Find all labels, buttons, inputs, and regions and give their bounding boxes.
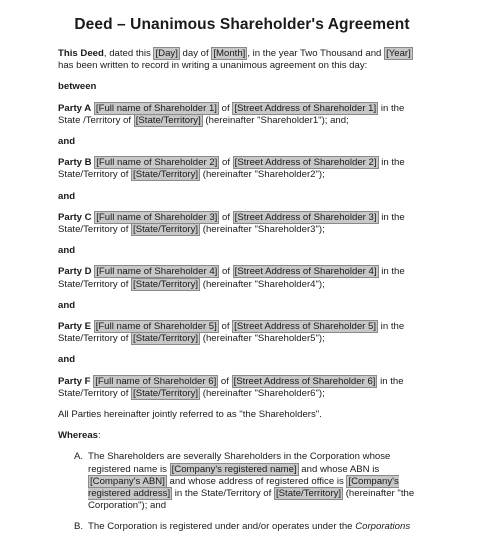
party-label: Party A bbox=[58, 102, 92, 114]
shareholder-name-field[interactable]: [Full name of Shareholder 2] bbox=[96, 157, 218, 169]
state-field[interactable]: [State/Territory] bbox=[133, 387, 199, 399]
recital-a bbox=[58, 451, 426, 512]
whereas-heading bbox=[58, 430, 426, 442]
recital-text: and whose ABN is bbox=[298, 463, 380, 475]
recital-letter: B. bbox=[74, 521, 84, 533]
and-heading: and bbox=[58, 354, 76, 366]
recital-text-italic: Corporations bbox=[355, 521, 411, 533]
company-address-field[interactable]: [Company's registered address] bbox=[88, 475, 399, 500]
party-text: (hereinafter "Shareholder6"); bbox=[200, 387, 325, 399]
party-b-paragraph bbox=[58, 157, 426, 181]
party-text: in the State/Territory of bbox=[58, 375, 404, 399]
recital-text: (hereinafter "the Corporation"); and bbox=[88, 488, 415, 512]
deed-label: This Deed bbox=[58, 48, 104, 59]
party-label: Party B bbox=[58, 157, 92, 169]
state-field[interactable]: [State/Territory] bbox=[135, 114, 201, 126]
party-text: in the State /Territory of bbox=[58, 102, 405, 126]
shareholder-name-field[interactable]: [Full name of Shareholder 6] bbox=[95, 375, 217, 387]
shareholder-address-field[interactable]: [Street Address of Shareholder 4] bbox=[234, 266, 377, 278]
party-text: of bbox=[219, 211, 233, 223]
recital-text: in the State/Territory of bbox=[172, 488, 274, 500]
shareholder-address-field[interactable]: [Street Address of Shareholder 3] bbox=[234, 211, 377, 223]
all-parties-paragraph: All Parties hereinafter jointly referred to as "the Shareholders". bbox=[58, 409, 322, 421]
shareholder-name-field[interactable]: [Full name of Shareholder 3] bbox=[96, 211, 218, 223]
party-text: of bbox=[219, 157, 233, 169]
shareholder-address-field[interactable]: [Street Address of Shareholder 6] bbox=[233, 375, 376, 387]
state-field[interactable]: [State/Territory] bbox=[133, 169, 199, 181]
state-field[interactable]: [State/Territory] bbox=[133, 224, 199, 236]
party-label: Party F bbox=[58, 375, 91, 387]
day-field[interactable]: [Day] bbox=[155, 48, 178, 59]
state-field[interactable]: [State/Territory] bbox=[133, 278, 199, 290]
party-a-paragraph bbox=[58, 103, 426, 127]
party-text: (hereinafter "Shareholder2"); bbox=[200, 169, 325, 181]
recital-b bbox=[58, 521, 426, 533]
party-text: of bbox=[218, 375, 232, 387]
party-text: in the State/Territory of bbox=[58, 211, 405, 236]
party-text: of bbox=[218, 102, 233, 114]
party-text: in the State/Territory of bbox=[58, 157, 405, 181]
party-label: Party D bbox=[58, 266, 92, 278]
between-heading: between bbox=[58, 81, 97, 93]
party-text: of bbox=[218, 321, 233, 333]
and-heading: and bbox=[58, 136, 76, 148]
party-f-paragraph bbox=[58, 376, 426, 400]
whereas-colon: : bbox=[98, 430, 101, 442]
party-text: (hereinafter "Shareholder4"); bbox=[200, 278, 325, 290]
shareholder-name-field[interactable]: [Full name of Shareholder 4] bbox=[96, 266, 218, 278]
party-e-paragraph bbox=[58, 321, 426, 345]
and-heading: and bbox=[58, 190, 76, 202]
party-text: of bbox=[219, 266, 233, 278]
shareholder-name-field[interactable]: [Full name of Shareholder 1] bbox=[95, 102, 217, 114]
shareholder-address-field[interactable]: [Street Address of Shareholder 5] bbox=[234, 321, 377, 333]
party-label: Party E bbox=[58, 321, 92, 333]
whereas-label: Whereas bbox=[58, 430, 98, 442]
recital-text: and whose address of registered office is bbox=[166, 475, 347, 487]
recital-text: The Corporation is registered under and/or operates under the bbox=[88, 521, 356, 533]
and-heading: and bbox=[58, 245, 76, 257]
state-field[interactable]: [State/Territory] bbox=[275, 488, 342, 500]
intro-text: , in the year Two Thousand and bbox=[247, 48, 385, 59]
recital-text: The Shareholders are severally Shareholders in the Corporation whose registered name is bbox=[88, 451, 391, 475]
intro-text: day of bbox=[179, 48, 212, 59]
company-name-field[interactable]: [Company's registered name] bbox=[171, 463, 297, 475]
document-title: Deed – Unanimous Shareholder's Agreement bbox=[74, 16, 410, 33]
month-field[interactable]: [Month] bbox=[213, 48, 246, 59]
and-heading: and bbox=[58, 299, 76, 311]
shareholder-name-field[interactable]: [Full name of Shareholder 5] bbox=[95, 321, 217, 333]
shareholder-address-field[interactable]: [Street Address of Shareholder 1] bbox=[234, 102, 377, 114]
party-text: in the State/Territory of bbox=[58, 321, 405, 345]
party-text: (hereinafter "Shareholder5"); bbox=[200, 333, 325, 345]
intro-text: has been written to record in writing a unanimous agreement on this day: bbox=[58, 60, 368, 72]
company-abn-field[interactable]: [Company's ABN] bbox=[90, 475, 165, 487]
party-text: (hereinafter "Shareholder1"); and; bbox=[202, 114, 349, 126]
party-text: (hereinafter "Shareholder3"); bbox=[200, 224, 325, 236]
year-field[interactable]: [Year] bbox=[386, 48, 411, 59]
party-label: Party C bbox=[58, 211, 92, 223]
state-field[interactable]: [State/Territory] bbox=[133, 333, 199, 345]
recital-letter: A. bbox=[74, 451, 84, 463]
intro-paragraph bbox=[58, 48, 426, 72]
party-text: in the State/Territory of bbox=[58, 266, 405, 290]
party-c-paragraph bbox=[58, 212, 426, 236]
intro-text: , dated this bbox=[103, 48, 154, 59]
party-d-paragraph bbox=[58, 266, 426, 290]
shareholder-address-field[interactable]: [Street Address of Shareholder 2] bbox=[234, 157, 377, 169]
